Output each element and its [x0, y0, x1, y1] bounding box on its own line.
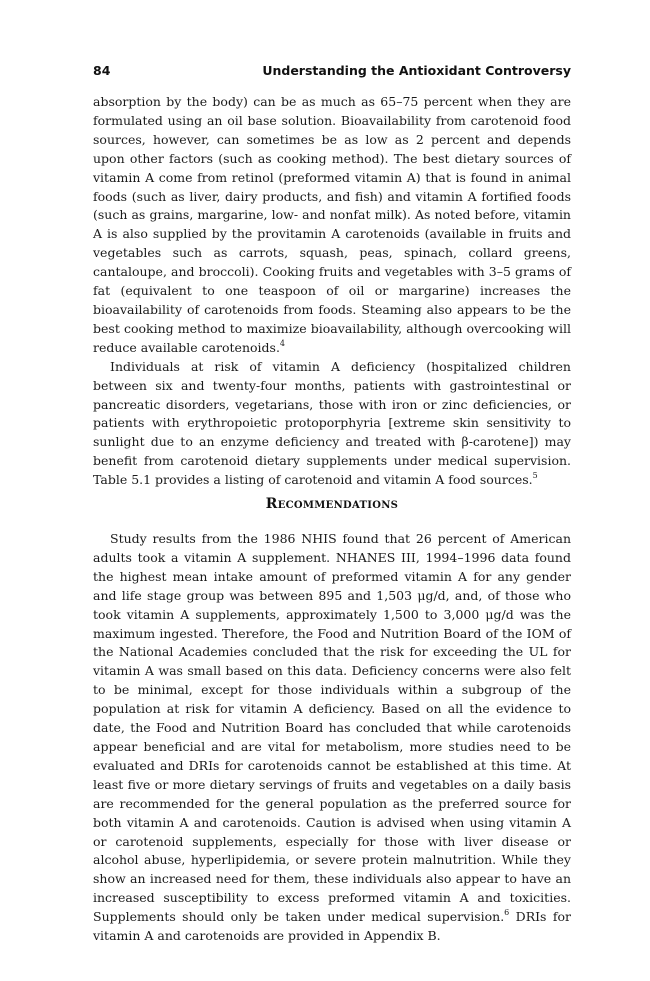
paragraph-bioavailability	[93, 93, 571, 358]
paragraph-text: Individuals at risk of vitamin A deficiency (hospitalized children between six and twenty-four months, patients with gastrointestinal or pancreatic disorders, vegetarians, those with iron or zinc deficiencies, or patients with erythropoietic protoporphyria [extreme skin sensitivity to sunlight due to an enzyme deficiency and treated with β-carotene]) may benefit from carotenoid dietary supplements under medical supervision. Table 5.1 provides a listing of carotenoid and vitamin A food sources.	[93, 358, 571, 488]
paragraph-deficiency-risk	[93, 358, 571, 490]
paragraph-recommendations	[93, 530, 571, 946]
body-text-recommendations	[93, 530, 571, 946]
paragraph-text: Study results from the 1986 NHIS found that 26 percent of American adults took a vitamin A supplement. NHANES III, 1994–1996 data found the highest mean intake amount of preformed vitamin A for any gender and life stage group was between 895 and 1,503 μg/d, and, of those who took vitamin A supplements, approximately 1,500 to 3,000 μg/d was the maximum ingested. Therefore, the Food and Nutrition Board of the IOM of the National Academies concluded that the risk for exceeding the UL for vitamin A was small based on this data. Deficiency concerns were also felt to be minimal, except for those individuals within a subgroup of the population at risk for vitamin A deficiency. Based on all the evidence to date, the Food and Nutrition Board has concluded that while carotenoids appear beneficial and are vital for metabolism, more studies need to be evaluated and DRIs for carotenoids cannot be established at this time. At least five or more dietary servings of fruits and vegetables on a daily basis are recommended for the general population as the preferred source for both vitamin A and carotenoids. Caution is advised when using vitamin A or carotenoid supplements, especially for those with liver disease or alcohol abuse, hyperlipidemia, or severe protein malnutrition. While they show an increased need for them, these individuals also appear to have an increased susceptibility to excess preformed vitamin A and toxicities. Supplements should only be taken under medical supervision.	[93, 531, 571, 925]
footnote-ref-4: 4	[279, 338, 286, 348]
page-number: 84	[93, 63, 111, 78]
paragraph-text-end: DRIs for vitamin A and carotenoids are provided in Appendix B.	[93, 909, 571, 944]
footnote-ref-6: 6	[504, 907, 510, 917]
body-text-top	[93, 93, 571, 490]
section-heading-recommendations: Recommendations	[265, 496, 399, 512]
running-title: Understanding the Antioxidant Controversy	[262, 63, 571, 78]
paragraph-text: absorption by the body) can be as much as 65–75 percent when they are formulated using an oil base solution. Bioavailability from carotenoid food sources, however, can sometimes be as low as 2 percent and depends upon other factors (such as cooking method). The best dietary sources of vitamin A come from retinol (preformed vitamin A) that is found in animal foods (such as liver, dairy products, and fish) and vitamin A fortified foods (such as grains, margarine, low- and nonfat milk). As noted before, vitamin A is also supplied by the provitamin A carotenoids (available in fruits and vegetables such as carrots, squash, peas, spinach, collard greens, cantaloupe, and broccoli). Cooking fruits and vegetables with 3–5 grams of fat (equivalent to one teaspoon of oil or margarine) increases the bioavailability of carotenoids from foods. Steaming also appears to be the best cooking method to maximize bioavailability, although overcooking will reduce available carotenoids.	[93, 94, 571, 355]
footnote-ref-5: 5	[532, 470, 538, 480]
